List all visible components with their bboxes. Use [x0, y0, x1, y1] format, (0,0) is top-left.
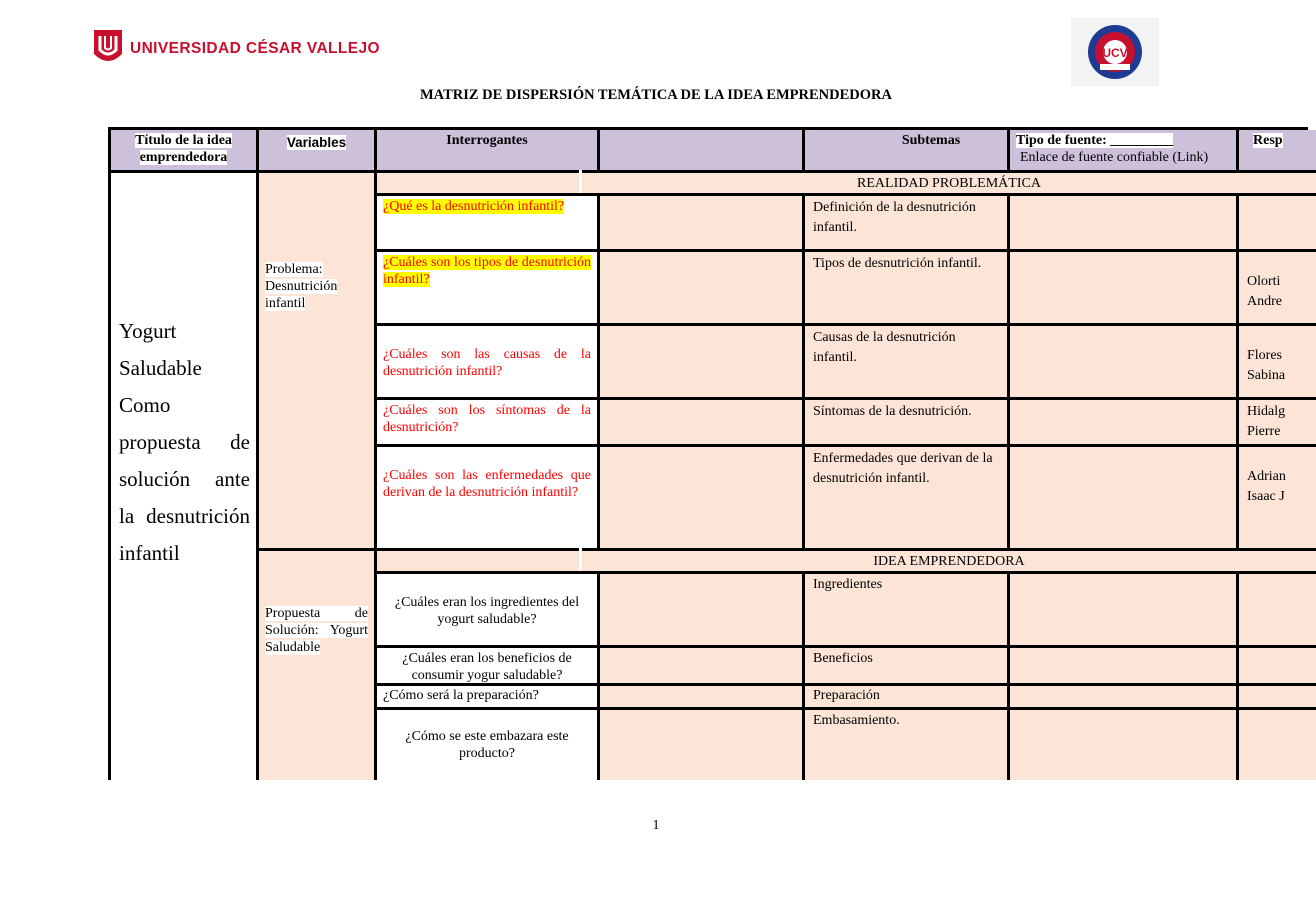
variable-solution-cell	[256, 548, 374, 780]
source-cell	[1007, 444, 1236, 548]
empty-cell	[597, 249, 802, 323]
header-variables-label: Variables	[286, 135, 347, 150]
variable-problem-cell	[256, 170, 374, 548]
responsible-cell: Flores Sabina	[1236, 323, 1316, 397]
responsible-cell	[1236, 193, 1316, 249]
document-title: MATRIZ DE DISPERSIÓN TEMÁTICA DE LA IDEA EMPRENDEDORA	[420, 87, 892, 103]
header-source-cell	[1007, 130, 1236, 170]
source-cell	[1007, 571, 1236, 645]
header-source-link-label: Enlace de fuente confiable (Link)	[1020, 150, 1209, 165]
header-subtopics-cell: Subtemas	[802, 130, 1007, 170]
question-cell: ¿Cuáles son las causas de la desnutrición infantil?	[374, 323, 597, 397]
seal-text: UCV	[1102, 46, 1128, 60]
question-cell: ¿Cuáles eran los ingredientes del yogurt saludable?	[374, 571, 597, 645]
empty-cell	[597, 444, 802, 548]
source-cell	[1007, 683, 1236, 707]
variable-solution-label: Propuesta de Solución: Yogurt Saludable	[265, 606, 368, 655]
empty-cell	[597, 397, 802, 444]
page-number: 1	[652, 818, 660, 833]
question-cell: ¿Cuáles son las enfermedades que derivan de la desnutrición infantil?	[374, 444, 597, 548]
source-cell	[1007, 707, 1236, 780]
question-cell: ¿Cómo se este embazara este producto?	[374, 707, 597, 780]
banner-spacer-2	[374, 548, 579, 571]
subtopic-cell: Ingredientes	[802, 571, 1007, 645]
source-cell	[1007, 397, 1236, 444]
question-text: ¿Qué es la desnutrición infantil?	[383, 199, 565, 214]
empty-cell	[597, 323, 802, 397]
empty-cell	[597, 193, 802, 249]
empty-cell	[597, 571, 802, 645]
header-empty-cell	[597, 130, 802, 170]
question-cell: ¿Cómo será la preparación?	[374, 683, 597, 707]
subtopic-cell: Embasamiento.	[802, 707, 1007, 780]
subtopic-cell: Síntomas de la desnutrición.	[802, 397, 1007, 444]
subtopic-cell: Definición de la desnutrición infantil.	[802, 193, 1007, 249]
subtopic-cell: Causas de la desnutrición infantil.	[802, 323, 1007, 397]
source-cell	[1007, 193, 1236, 249]
responsible-cell	[1236, 645, 1316, 683]
empty-cell	[597, 707, 802, 780]
question-cell: ¿Cuáles son los síntomas de la desnutrición?	[374, 397, 597, 444]
section-banner-idea: IDEA EMPRENDEDORA	[582, 548, 1316, 571]
source-cell	[1007, 249, 1236, 323]
empty-cell	[597, 645, 802, 683]
subtopic-cell: Enfermedades que derivan de la desnutrición infantil.	[802, 444, 1007, 548]
header-title-cell	[111, 130, 256, 170]
responsible-cell	[1236, 571, 1316, 645]
section-banner-realidad: REALIDAD PROBLEMÁTICA	[582, 170, 1316, 193]
university-logo	[92, 28, 380, 70]
ucv-shield-icon	[92, 28, 124, 70]
header-responsible-cell	[1236, 130, 1316, 170]
header-title-label: Título de la idea emprendedora	[135, 133, 232, 165]
responsible-cell	[1236, 683, 1316, 707]
responsible-cell	[1236, 707, 1316, 780]
question-cell	[374, 249, 597, 323]
question-text: ¿Cuáles son los tipos de desnutrición infantil?	[383, 255, 591, 287]
seal-icon	[1080, 22, 1150, 82]
source-cell	[1007, 323, 1236, 397]
question-cell	[374, 193, 597, 249]
subtopic-cell: Preparación	[802, 683, 1007, 707]
subtopic-cell: Tipos de desnutrición infantil.	[802, 249, 1007, 323]
source-cell	[1007, 645, 1236, 683]
header-responsible-label: Resp	[1253, 133, 1283, 148]
responsible-cell: Olorti Andre	[1236, 249, 1316, 323]
empty-cell	[597, 683, 802, 707]
subtopic-cell: Beneficios	[802, 645, 1007, 683]
responsible-cell: Hidalg Pierre	[1236, 397, 1316, 444]
university-name: UNIVERSIDAD CÉSAR VALLEJO	[130, 40, 380, 57]
university-seal	[1071, 18, 1159, 86]
responsible-cell: Adrian Isaac J	[1236, 444, 1316, 548]
header-questions-cell: Interrogantes	[374, 130, 597, 170]
idea-title-cell: Yogurt Saludable Como propuesta de solución ante la desnutrición infantil	[111, 170, 256, 780]
header-source-type-label: Tipo de fuente: _________	[1016, 133, 1174, 148]
dispersion-matrix-table	[108, 127, 1308, 780]
question-cell: ¿Cuáles eran los beneficios de consumir yogur saludable?	[374, 645, 597, 683]
banner-spacer-1	[374, 170, 579, 193]
header-variables-cell	[256, 130, 374, 170]
variable-problem-label: Problema: Desnutrición infantil	[265, 262, 338, 311]
